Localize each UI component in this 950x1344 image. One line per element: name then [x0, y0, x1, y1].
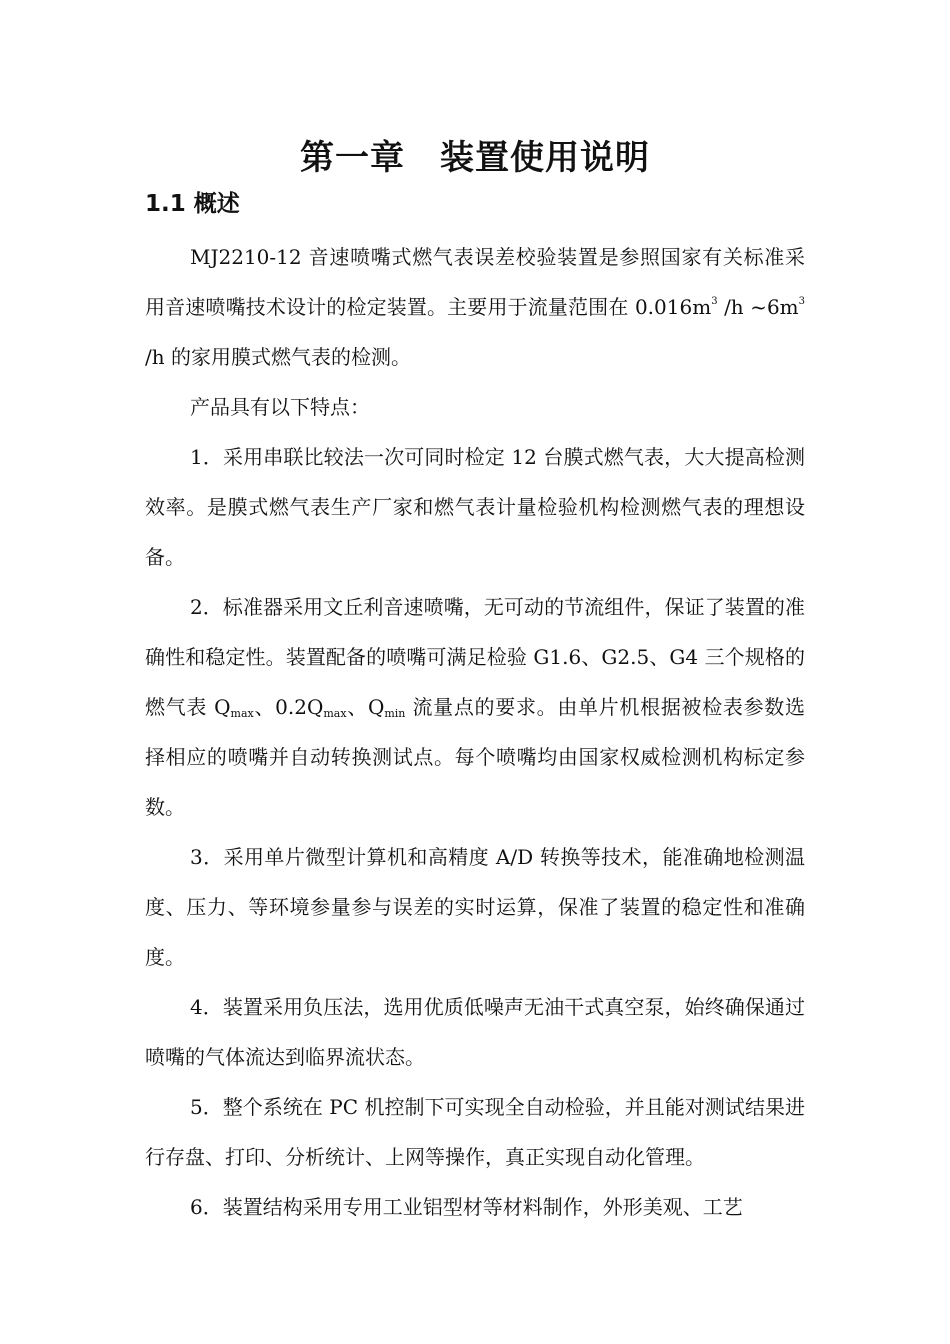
feature-item-5: 5．整个系统在 PC 机控制下可实现全自动检验，并且能对测试结果进行存盘、打印、分析统计、上网等操作，真正实现自动化管理。 [145, 1095, 805, 1169]
subscript-max: max [323, 707, 347, 720]
body-text [145, 232, 805, 1232]
features-intro: 产品具有以下特点： [190, 395, 370, 419]
subscript-min: min [384, 707, 406, 720]
feature-item-3: 3．采用单片微型计算机和高精度 A/D 转换等技术，能准确地检测温度、压力、等环境参量参与误差的实时运算，保准了装置的稳定性和准确度。 [145, 845, 805, 969]
intro-text-3: /h 的家用膜式燃气表的检测。 [145, 345, 411, 369]
subscript-max: max [230, 707, 254, 720]
section-heading: 1.1 概述 [145, 191, 240, 217]
chapter-title: 第一章 装置使用说明 [300, 138, 650, 178]
feature-item-1: 1．采用串联比较法一次可同时检定 12 台膜式燃气表，大大提高检测效率。是膜式燃气表生产厂家和燃气表计量检验机构检测燃气表的理想设备。 [145, 445, 805, 569]
item2-text-3: 、Q [346, 695, 385, 719]
feature-item-4: 4．装置采用负压法，选用优质低噪声无油干式真空泵，始终确保通过喷嘴的气体流达到临界流状态。 [145, 995, 805, 1069]
feature-item-6: 6．装置结构采用专用工业铝型材等材料制作，外形美观、工艺 [190, 1195, 743, 1219]
item2-text-1: 2．标准器采用文丘利音速喷嘴，无可动的节流组件，保证了装置的准确性和稳定性。装置配备的喷嘴可满足检验 G1.6、G2.5、G4 三个规格的燃气表 Q [145, 595, 805, 719]
intro-text-1: MJ2210-12 音速喷嘴式燃气表误差校验装置是参照国家有关标准采用音速喷嘴技术设计的检定装置。主要用于流量范围在 0.016m [145, 245, 805, 319]
superscript-3: 3 [798, 296, 806, 307]
superscript-3: 3 [711, 296, 718, 307]
feature-item-2 [145, 582, 805, 832]
item2-text-4: 流量点的要求。由单片机根据被检表参数选择相应的喷嘴并自动转换测试点。每个喷嘴均由国家权威检测机构标定参数。 [145, 695, 806, 819]
intro-paragraph [145, 232, 805, 382]
item2-text-2: 、0.2Q [253, 695, 324, 719]
intro-text-2: /h ~6m [717, 295, 799, 319]
